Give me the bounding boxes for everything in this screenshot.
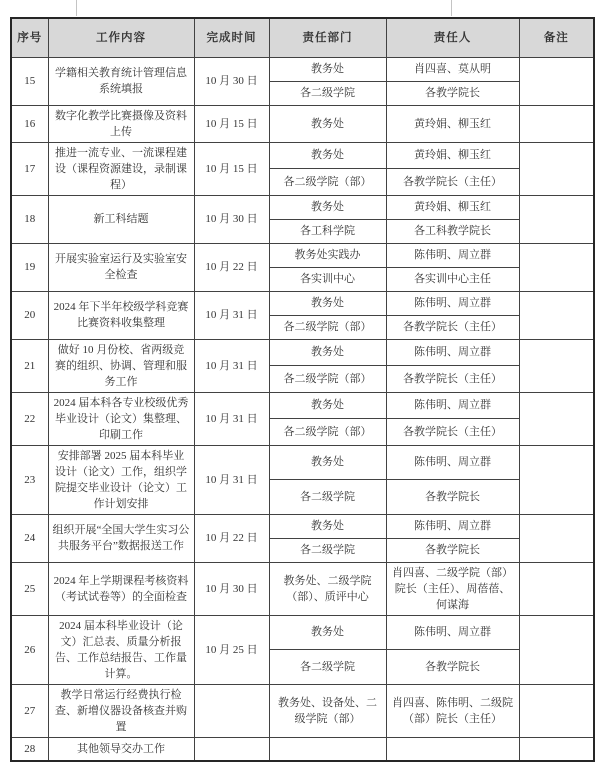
deadline-cell: 10 月 31 日 [194,339,269,392]
person-cell: 陈伟明、周立群 [386,392,519,419]
person-cell: 肖四喜、二级学院（部）院长（主任）、周蓓蓓、何谋海 [386,562,519,615]
table-row [11,105,594,142]
department-cell: 各二级学院（部） [269,419,386,446]
column-header-4: 责任部门 [269,18,386,57]
department-cell [269,737,386,761]
deadline-cell [194,737,269,761]
department-cell: 教务处、设备处、二级学院（部） [269,684,386,737]
department-cell: 教务处实践办 [269,243,386,267]
note-cell [519,195,594,243]
person-cell: 陈伟明、周立群 [386,445,519,480]
person-cell: 各教学院长 [386,538,519,562]
department-cell: 各二级学院 [269,480,386,515]
header-row [11,18,594,57]
deadline-cell: 10 月 31 日 [194,392,269,445]
table-row [11,392,594,419]
row-number-cell: 26 [11,615,48,684]
task-cell: 数字化教学比赛摄像及资料上传 [48,105,194,142]
note-cell [519,392,594,445]
department-cell: 各二级学院 [269,650,386,685]
row-number-cell: 18 [11,195,48,243]
column-header-6: 备注 [519,18,594,57]
task-cell: 2024 届本科毕业设计（论文）汇总表、质量分析报告、工作总结报告、工作量计算。 [48,615,194,684]
column-header-5: 责任人 [386,18,519,57]
task-cell: 推进一流专业、一流课程建设（课程资源建设，录制课程） [48,142,194,195]
deadline-cell: 10 月 31 日 [194,291,269,339]
table-row [11,514,594,538]
deadline-cell: 10 月 25 日 [194,615,269,684]
column-header-1: 序号 [11,18,48,57]
department-cell: 各实训中心 [269,267,386,291]
department-cell: 各二级学院（部） [269,366,386,393]
person-cell: 肖四喜、陈伟明、二级院（部）院长（主任） [386,684,519,737]
task-cell: 教学日常运行经费执行检查、新增仪器设备核查并购置 [48,684,194,737]
note-cell [519,615,594,684]
person-cell: 黄玲娟、柳玉红 [386,195,519,219]
row-number-cell: 15 [11,57,48,105]
deadline-cell: 10 月 22 日 [194,514,269,562]
task-cell: 新工科结题 [48,195,194,243]
task-cell: 组织开展“全国大学生实习公共服务平台”数据报送工作 [48,514,194,562]
department-cell: 教务处 [269,392,386,419]
person-cell [386,737,519,761]
person-cell: 陈伟明、周立群 [386,615,519,650]
task-cell: 2024 年下半年校级学科竞赛比赛资料收集整理 [48,291,194,339]
task-cell: 2024 届本科各专业校级优秀毕业设计（论文）集整理、印刷工作 [48,392,194,445]
note-cell [519,291,594,339]
person-cell: 各工科教学院长 [386,219,519,243]
department-cell: 教务处 [269,339,386,366]
department-cell: 教务处 [269,445,386,480]
note-cell [519,105,594,142]
table-row [11,615,594,650]
row-number-cell: 19 [11,243,48,291]
table-row [11,291,594,315]
row-number-cell: 23 [11,445,48,514]
note-cell [519,57,594,105]
table-row [11,339,594,366]
note-cell [519,562,594,615]
department-cell: 教务处 [269,514,386,538]
table-body [11,57,594,761]
row-number-cell: 28 [11,737,48,761]
department-cell: 各二级学院（部） [269,315,386,339]
task-cell: 2024 年上学期课程考核资料（考试试卷等）的全面检查 [48,562,194,615]
task-cell: 做好 10 月份校、省两级竞赛的组织、协调、管理和服务工作 [48,339,194,392]
column-header-2: 工作内容 [48,18,194,57]
deadline-cell: 10 月 31 日 [194,445,269,514]
deadline-cell: 10 月 30 日 [194,195,269,243]
note-cell [519,339,594,392]
note-cell [519,243,594,291]
person-cell: 各实训中心主任 [386,267,519,291]
row-number-cell: 17 [11,142,48,195]
department-cell: 教务处 [269,142,386,169]
table-row [11,684,594,737]
deadline-cell: 10 月 30 日 [194,562,269,615]
deadline-cell [194,684,269,737]
person-cell: 陈伟明、周立群 [386,514,519,538]
person-cell: 各教学院长 [386,650,519,685]
note-cell [519,684,594,737]
person-cell: 陈伟明、周立群 [386,339,519,366]
department-cell: 教务处 [269,291,386,315]
table-row [11,445,594,480]
page-artifact-line-left [76,0,77,16]
table-row [11,57,594,81]
note-cell [519,514,594,562]
person-cell: 肖四喜、莫从明 [386,57,519,81]
table-row [11,243,594,267]
note-cell [519,142,594,195]
deadline-cell: 10 月 22 日 [194,243,269,291]
department-cell: 教务处 [269,195,386,219]
row-number-cell: 16 [11,105,48,142]
department-cell: 教务处 [269,615,386,650]
person-cell: 各教学院长（主任） [386,366,519,393]
person-cell: 各教学院长（主任） [386,169,519,196]
task-cell: 学籍相关教育统计管理信息系统填报 [48,57,194,105]
table-header [11,18,594,57]
table-row [11,562,594,615]
row-number-cell: 27 [11,684,48,737]
table-row [11,737,594,761]
task-cell: 其他领导交办工作 [48,737,194,761]
person-cell: 陈伟明、周立群 [386,291,519,315]
deadline-cell: 10 月 30 日 [194,57,269,105]
person-cell: 黄玲娟、柳玉红 [386,142,519,169]
person-cell: 黄玲娟、柳玉红 [386,105,519,142]
row-number-cell: 20 [11,291,48,339]
row-number-cell: 22 [11,392,48,445]
department-cell: 教务处、二级学院（部）、质评中心 [269,562,386,615]
page-artifact-line-right [451,0,452,16]
department-cell: 教务处 [269,57,386,81]
work-schedule-table [10,17,595,762]
note-cell [519,737,594,761]
person-cell: 各教学院长 [386,480,519,515]
column-header-3: 完成时间 [194,18,269,57]
note-cell [519,445,594,514]
task-cell: 安排部署 2025 届本科毕业设计（论文）工作，组织学院提交毕业设计（论文）工作计划安排 [48,445,194,514]
row-number-cell: 25 [11,562,48,615]
person-cell: 各教学院长（主任） [386,419,519,446]
department-cell: 各二级学院 [269,81,386,105]
person-cell: 各教学院长（主任） [386,315,519,339]
person-cell: 陈伟明、周立群 [386,243,519,267]
table-row [11,195,594,219]
department-cell: 教务处 [269,105,386,142]
deadline-cell: 10 月 15 日 [194,142,269,195]
department-cell: 各二级学院 [269,538,386,562]
row-number-cell: 24 [11,514,48,562]
deadline-cell: 10 月 15 日 [194,105,269,142]
task-cell: 开展实验室运行及实验室安全检查 [48,243,194,291]
department-cell: 各二级学院（部） [269,169,386,196]
department-cell: 各工科学院 [269,219,386,243]
person-cell: 各教学院长 [386,81,519,105]
row-number-cell: 21 [11,339,48,392]
table-row [11,142,594,169]
